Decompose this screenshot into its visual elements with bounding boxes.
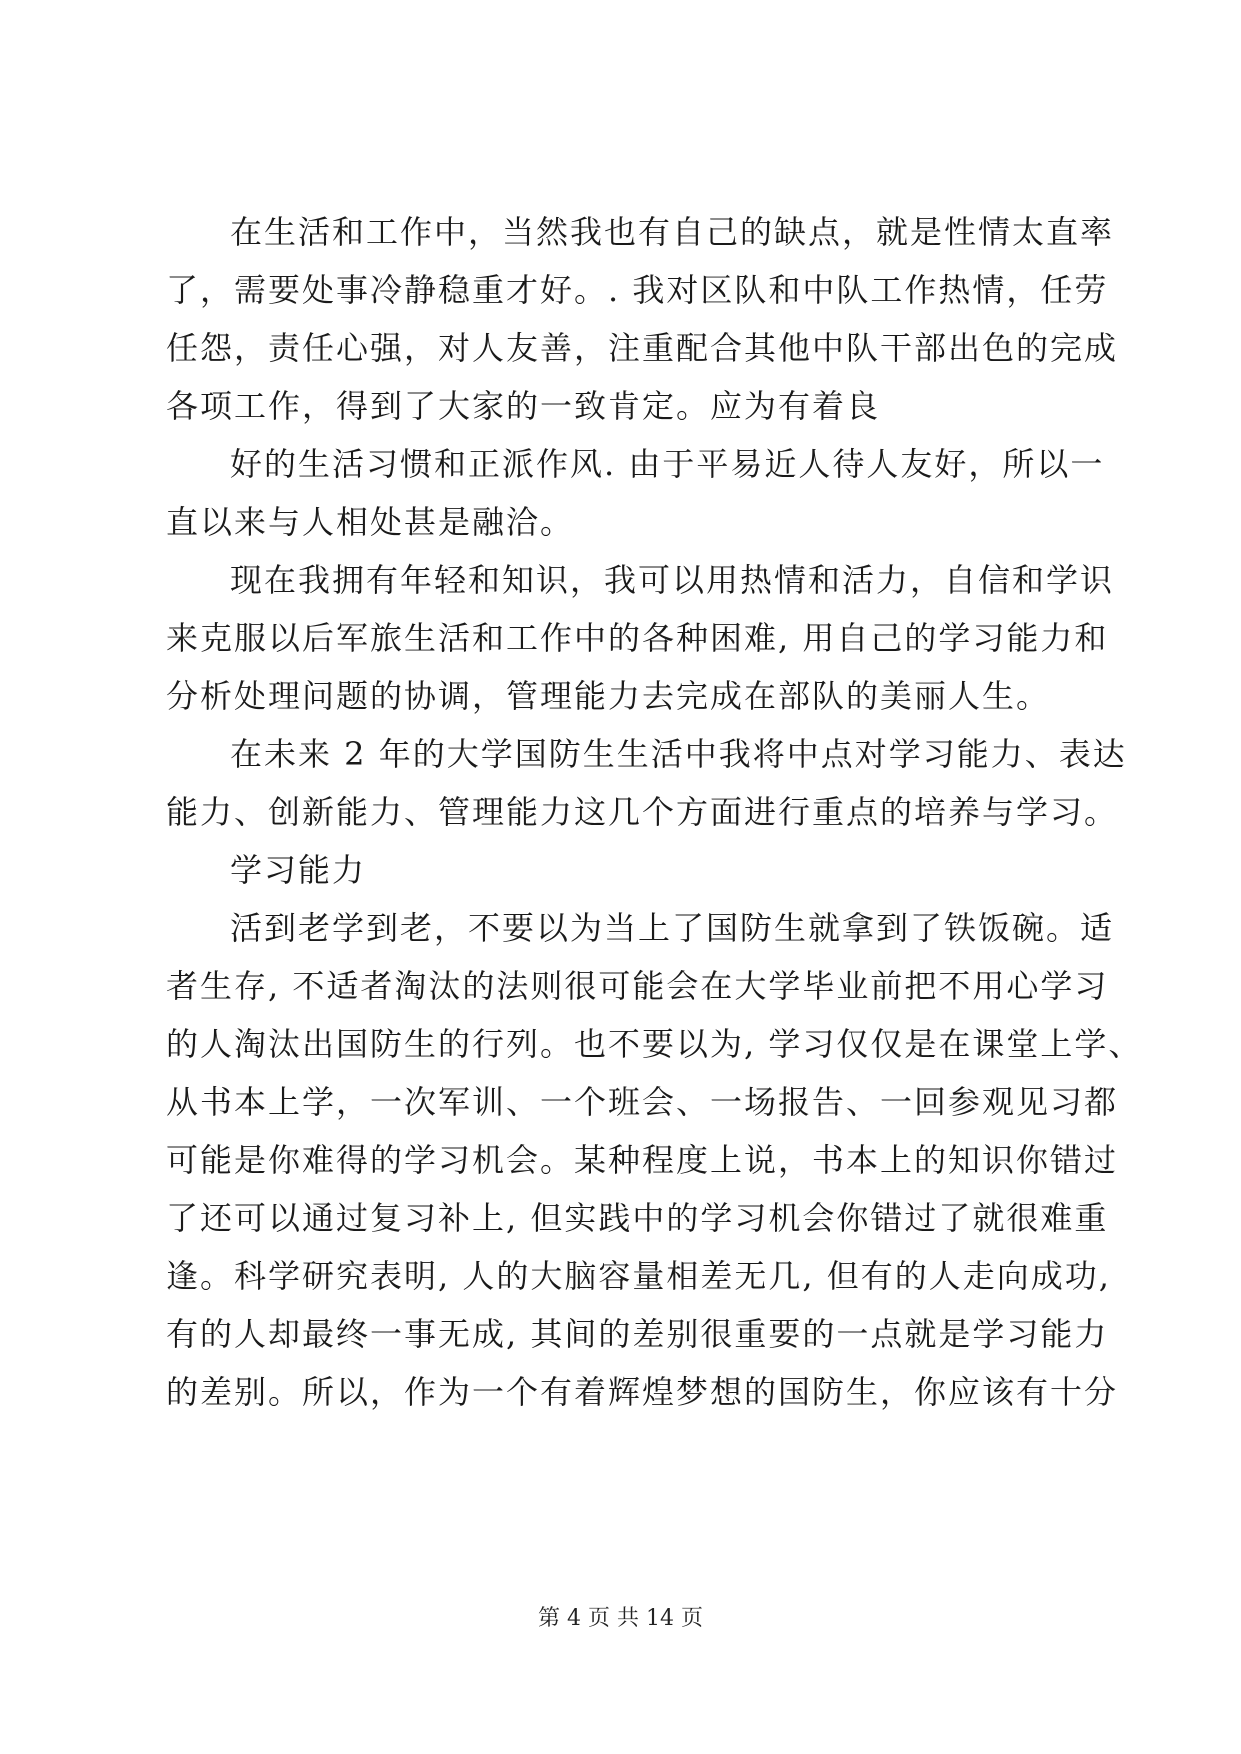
text-line: 了还可以通过复习补上, 但实践中的学习机会你错过了就很难重 <box>166 1199 1109 1237</box>
text-line: 各项工作，得到了大家的一致肯定。应为有着良 <box>166 387 881 425</box>
text-line: 逢。科学研究表明, 人的大脑容量相差无几, 但有的人走向成功, <box>166 1257 1111 1295</box>
text-line: 在生活和工作中，当然我也有自己的缺点，就是性情太直率 <box>230 213 1115 251</box>
text-line: 者生存, 不适者淘汰的法则很可能会在大学毕业前把不用心学习 <box>166 967 1109 1005</box>
text-line: 能力、创新能力、管理能力这几个方面进行重点的培养与学习。 <box>166 793 1119 831</box>
text-line: 在未来 2 年的大学国防生生活中我将中点对学习能力、表达 <box>230 735 1127 773</box>
text-line: 可能是你难得的学习机会。某种程度上说，书本上的知识你错过 <box>166 1141 1119 1179</box>
text-line: 有的人却最终一事无成, 其间的差别很重要的一点就是学习能力 <box>166 1315 1109 1353</box>
text-line: 来克服以后军旅生活和工作中的各种困难, 用自己的学习能力和 <box>166 619 1109 657</box>
text-line: 的差别。所以，作为一个有着辉煌梦想的国防生，你应该有十分 <box>166 1373 1119 1411</box>
page-number-footer: 第 4 页 共 14 页 <box>538 1606 703 1631</box>
text-line: 活到老学到老，不要以为当上了国防生就拿到了铁饭碗。适 <box>230 909 1115 947</box>
text-line: 的人淘汰出国防生的行列。也不要以为, 学习仅仅是在课堂上学、 <box>166 1025 1143 1063</box>
text-line: 直以来与人相处甚是融洽。 <box>166 503 575 541</box>
text-line: 从书本上学，一次军训、一个班会、一场报告、一回参观见习都 <box>166 1083 1119 1121</box>
text-line: 了，需要处事冷静稳重才好。. 我对区队和中队工作热情，任劳 <box>166 271 1109 309</box>
section-heading: 学习能力 <box>230 851 367 889</box>
text-line: 任怨，责任心强，对人友善，注重配合其他中队干部出色的完成 <box>166 329 1119 367</box>
text-line: 现在我拥有年轻和知识，我可以用热情和活力，自信和学识 <box>230 561 1115 599</box>
text-line: 好的生活习惯和正派作风. 由于平易近人待人友好，所以一 <box>230 445 1105 483</box>
text-line: 分析处理问题的协调，管理能力去完成在部队的美丽人生。 <box>166 677 1051 715</box>
